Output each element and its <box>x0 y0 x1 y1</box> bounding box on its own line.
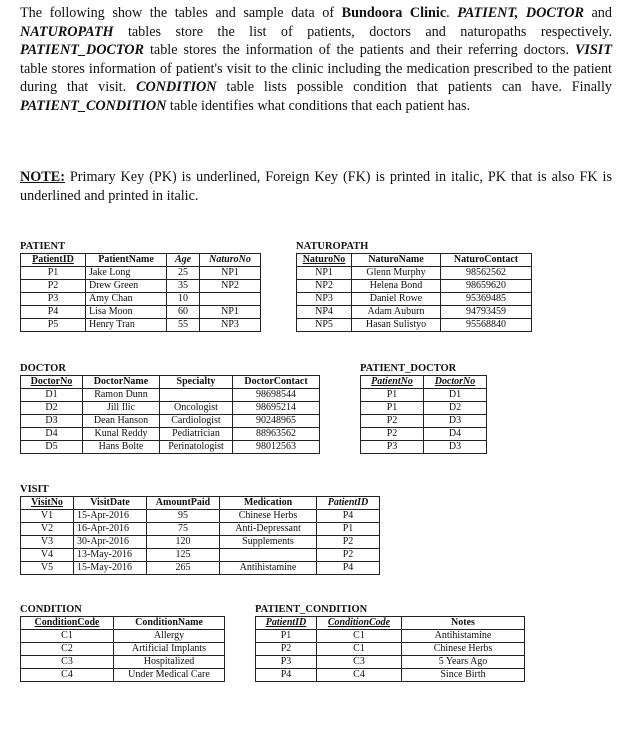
table-cell: P2 <box>21 280 86 293</box>
table-cell: D3 <box>21 415 83 428</box>
table-row <box>21 306 261 319</box>
patient-doctor-table <box>360 375 487 454</box>
table-row <box>21 441 320 454</box>
table-cell: 98695214 <box>233 402 320 415</box>
table-cell: NP1 <box>200 267 261 280</box>
col-header: NaturoName <box>352 254 441 267</box>
table-row <box>21 293 261 306</box>
table-row <box>361 415 487 428</box>
visit-block <box>20 484 380 575</box>
table-row <box>21 267 261 280</box>
table-cell: P2 <box>361 415 424 428</box>
table-cell: C3 <box>21 656 114 669</box>
table-cell: 75 <box>147 523 220 536</box>
table-cell: 98659620 <box>441 280 532 293</box>
patient-doctor-block <box>360 363 487 454</box>
table-cell: 98698544 <box>233 389 320 402</box>
table-cell: Hasan Sulistyo <box>352 319 441 332</box>
patient-condition-block <box>255 604 525 682</box>
table-cell: Jill Ilic <box>83 402 160 415</box>
clinic-name: Bundoora Clinic <box>341 5 447 21</box>
table-cell: Pediatrician <box>160 428 233 441</box>
table-row <box>297 306 532 319</box>
table-cell: C1 <box>317 643 402 656</box>
table-cell: Supplements <box>220 536 317 549</box>
table-cell: D1 <box>424 389 487 402</box>
table-cell: NP2 <box>200 280 261 293</box>
table-cell: 60 <box>167 306 200 319</box>
table-cell: D2 <box>21 402 83 415</box>
table-cell: C1 <box>21 630 114 643</box>
table-cell: 15-Apr-2016 <box>74 510 147 523</box>
table-cell: V5 <box>21 562 74 575</box>
note-paragraph <box>20 168 612 205</box>
table-cell: Lisa Moon <box>86 306 167 319</box>
intro-text: . <box>446 5 458 21</box>
table-cell: P1 <box>317 523 380 536</box>
table-row <box>21 280 261 293</box>
table-cell: C4 <box>21 669 114 682</box>
col-header: DoctorNo <box>21 376 83 389</box>
table-cell: 125 <box>147 549 220 562</box>
table-cell: Dean Hanson <box>83 415 160 428</box>
table-ref-patient-doctor: PATIENT, DOCTOR <box>457 5 584 21</box>
table-cell: NP2 <box>297 280 352 293</box>
table-cell: D1 <box>21 389 83 402</box>
table-row <box>297 280 532 293</box>
table-cell: 10 <box>167 293 200 306</box>
table-ref-visit: VISIT <box>574 42 612 59</box>
table-cell: NP3 <box>297 293 352 306</box>
table-cell: 88963562 <box>233 428 320 441</box>
naturopath-table <box>296 253 532 332</box>
table-row <box>361 389 487 402</box>
note-label: NOTE: <box>20 169 65 185</box>
table-ref-patient-condition: PATIENT_CONDITION <box>20 97 167 114</box>
naturopath-title: NATUROPATH <box>296 241 369 252</box>
table-cell: Perinatologist <box>160 441 233 454</box>
table-cell: Anti-Depressant <box>220 523 317 536</box>
table-cell: Amy Chan <box>86 293 167 306</box>
table-row <box>361 441 487 454</box>
table-cell: Hans Bolte <box>83 441 160 454</box>
table-cell: 13-May-2016 <box>74 549 147 562</box>
table-cell: P2 <box>256 643 317 656</box>
table-cell: 55 <box>167 319 200 332</box>
naturopath-block <box>296 241 532 332</box>
intro-text: The following show the tables and sample data of <box>20 5 342 21</box>
col-header: VisitDate <box>74 497 147 510</box>
col-header: NaturoNo <box>297 254 352 267</box>
col-header: Age <box>167 254 200 267</box>
col-header: DoctorNo <box>424 376 487 389</box>
table-cell: V3 <box>21 536 74 549</box>
table-cell: Drew Green <box>86 280 167 293</box>
visit-title: VISIT <box>20 484 49 495</box>
table-cell: V4 <box>21 549 74 562</box>
table-cell: Helena Bond <box>352 280 441 293</box>
intro-text: and <box>583 5 612 21</box>
patient-rows <box>21 267 261 332</box>
table-cell: Since Birth <box>402 669 525 682</box>
col-header: ConditionCode <box>317 617 402 630</box>
table-row <box>297 293 532 306</box>
table-ref-condition: CONDITION <box>136 79 217 96</box>
table-cell: P3 <box>21 293 86 306</box>
intro-text: table lists possible condition that patients can have. Finally <box>216 79 612 96</box>
col-header: PatientName <box>86 254 167 267</box>
table-row <box>256 630 525 643</box>
table-cell: Jake Long <box>86 267 167 280</box>
table-cell: 120 <box>147 536 220 549</box>
table-row <box>21 562 380 575</box>
table-cell: Kunal Reddy <box>83 428 160 441</box>
table-cell: NP1 <box>297 267 352 280</box>
table-cell: 25 <box>167 267 200 280</box>
table-cell: 16-Apr-2016 <box>74 523 147 536</box>
col-header: DoctorContact <box>233 376 320 389</box>
condition-block <box>20 604 225 682</box>
visit-rows <box>21 510 380 575</box>
table-cell: D3 <box>424 415 487 428</box>
col-header: PatientNo <box>361 376 424 389</box>
table-cell: 15-May-2016 <box>74 562 147 575</box>
condition-table <box>20 616 225 682</box>
intro-text: table stores the information of the patients and their referring doctors. <box>144 42 575 59</box>
table-cell: 98562562 <box>441 267 532 280</box>
patient-condition-rows <box>256 630 525 682</box>
table-cell: V1 <box>21 510 74 523</box>
intro-paragraph <box>20 4 612 116</box>
table-cell: P1 <box>361 389 424 402</box>
table-cell: 265 <box>147 562 220 575</box>
col-header: PatientID <box>317 497 380 510</box>
table-cell: 94793459 <box>441 306 532 319</box>
table-cell: Hospitalized <box>114 656 225 669</box>
table-row <box>21 523 380 536</box>
col-header: ConditionName <box>114 617 225 630</box>
table-row <box>21 536 380 549</box>
table-ref-naturopath: NATUROPATH <box>20 23 114 40</box>
table-row <box>21 319 261 332</box>
col-header: DoctorName <box>83 376 160 389</box>
table-cell: P1 <box>21 267 86 280</box>
col-header: Medication <box>220 497 317 510</box>
doctor-title: DOCTOR <box>20 363 66 374</box>
col-header: AmountPaid <box>147 497 220 510</box>
naturopath-rows <box>297 267 532 332</box>
table-cell: C2 <box>21 643 114 656</box>
table-cell: Antihistamine <box>402 630 525 643</box>
doctor-rows <box>21 389 320 454</box>
table-ref-patient-doctor-link: PATIENT_DOCTOR <box>20 42 145 59</box>
table-cell: Antihistamine <box>220 562 317 575</box>
table-cell: 90248965 <box>233 415 320 428</box>
table-row <box>361 402 487 415</box>
table-row <box>21 630 225 643</box>
table-cell <box>160 389 233 402</box>
table-cell: 95369485 <box>441 293 532 306</box>
table-cell: Chinese Herbs <box>402 643 525 656</box>
table-row <box>21 389 320 402</box>
table-cell <box>220 549 317 562</box>
table-row <box>297 267 532 280</box>
visit-table <box>20 496 380 575</box>
table-cell: Chinese Herbs <box>220 510 317 523</box>
patient-condition-table <box>255 616 525 682</box>
table-cell: 35 <box>167 280 200 293</box>
intro-text: table stores information of patient's visit to the clinic including the medication prescribed to the patient during that visit. <box>20 60 612 96</box>
condition-rows <box>21 630 225 682</box>
table-cell: 30-Apr-2016 <box>74 536 147 549</box>
table-cell: P4 <box>256 669 317 682</box>
table-cell: V2 <box>21 523 74 536</box>
table-cell: C1 <box>317 630 402 643</box>
table-row <box>21 656 225 669</box>
table-cell: Glenn Murphy <box>352 267 441 280</box>
table-row <box>297 319 532 332</box>
table-row <box>256 669 525 682</box>
col-header: PatientID <box>256 617 317 630</box>
table-row <box>361 428 487 441</box>
table-cell: D4 <box>21 428 83 441</box>
table-cell: 5 Years Ago <box>402 656 525 669</box>
note-text: Primary Key (PK) is underlined, Foreign Key (FK) is printed in italic, PK that is also FK is underlined and printed in italic. <box>20 169 612 204</box>
table-row <box>21 415 320 428</box>
doctor-block <box>20 363 320 454</box>
table-cell: P1 <box>256 630 317 643</box>
patient-block <box>20 241 261 332</box>
table-cell: Under Medical Care <box>114 669 225 682</box>
intro-text: table identifies what conditions that each patient has. <box>166 97 471 114</box>
col-header: Notes <box>402 617 525 630</box>
patient-doctor-rows <box>361 389 487 454</box>
intro-text: tables store the list of patients, doctors and naturopaths respectively. <box>113 23 612 40</box>
condition-title: CONDITION <box>20 604 82 615</box>
table-cell: C4 <box>317 669 402 682</box>
table-cell: P2 <box>317 536 380 549</box>
table-cell: NP1 <box>200 306 261 319</box>
table-cell: Adam Auburn <box>352 306 441 319</box>
col-header: NaturoNo <box>200 254 261 267</box>
patient-title: PATIENT <box>20 241 66 252</box>
col-header: ConditionCode <box>21 617 114 630</box>
col-header: NaturoContact <box>441 254 532 267</box>
table-cell: D5 <box>21 441 83 454</box>
table-cell: Allergy <box>114 630 225 643</box>
table-cell: Ramon Dunn <box>83 389 160 402</box>
table-row <box>21 402 320 415</box>
table-cell: D4 <box>424 428 487 441</box>
col-header: VisitNo <box>21 497 74 510</box>
table-cell: P5 <box>21 319 86 332</box>
table-cell: P4 <box>317 562 380 575</box>
table-row <box>256 656 525 669</box>
table-cell: P3 <box>361 441 424 454</box>
table-cell: Daniel Rowe <box>352 293 441 306</box>
table-cell: Henry Tran <box>86 319 167 332</box>
table-row <box>21 643 225 656</box>
table-cell: P3 <box>256 656 317 669</box>
table-cell <box>200 293 261 306</box>
table-cell: 98012563 <box>233 441 320 454</box>
table-cell: NP5 <box>297 319 352 332</box>
table-cell: C3 <box>317 656 402 669</box>
table-cell: Cardiologist <box>160 415 233 428</box>
table-row <box>21 549 380 562</box>
patient-doctor-title: PATIENT_DOCTOR <box>360 363 457 374</box>
patient-table <box>20 253 261 332</box>
table-row <box>21 669 225 682</box>
col-header: PatientID <box>21 254 86 267</box>
table-cell: P4 <box>317 510 380 523</box>
table-cell: D3 <box>424 441 487 454</box>
table-cell: Oncologist <box>160 402 233 415</box>
table-cell: D2 <box>424 402 487 415</box>
table-row <box>21 428 320 441</box>
col-header: Specialty <box>160 376 233 389</box>
table-cell: P2 <box>361 428 424 441</box>
table-cell: P2 <box>317 549 380 562</box>
patient-condition-title: PATIENT_CONDITION <box>255 604 368 615</box>
table-row <box>21 510 380 523</box>
table-cell: 95 <box>147 510 220 523</box>
table-cell: Artificial Implants <box>114 643 225 656</box>
doctor-table <box>20 375 320 454</box>
table-cell: NP3 <box>200 319 261 332</box>
table-row <box>256 643 525 656</box>
table-cell: 95568840 <box>441 319 532 332</box>
table-cell: NP4 <box>297 306 352 319</box>
table-cell: P4 <box>21 306 86 319</box>
table-cell: P1 <box>361 402 424 415</box>
